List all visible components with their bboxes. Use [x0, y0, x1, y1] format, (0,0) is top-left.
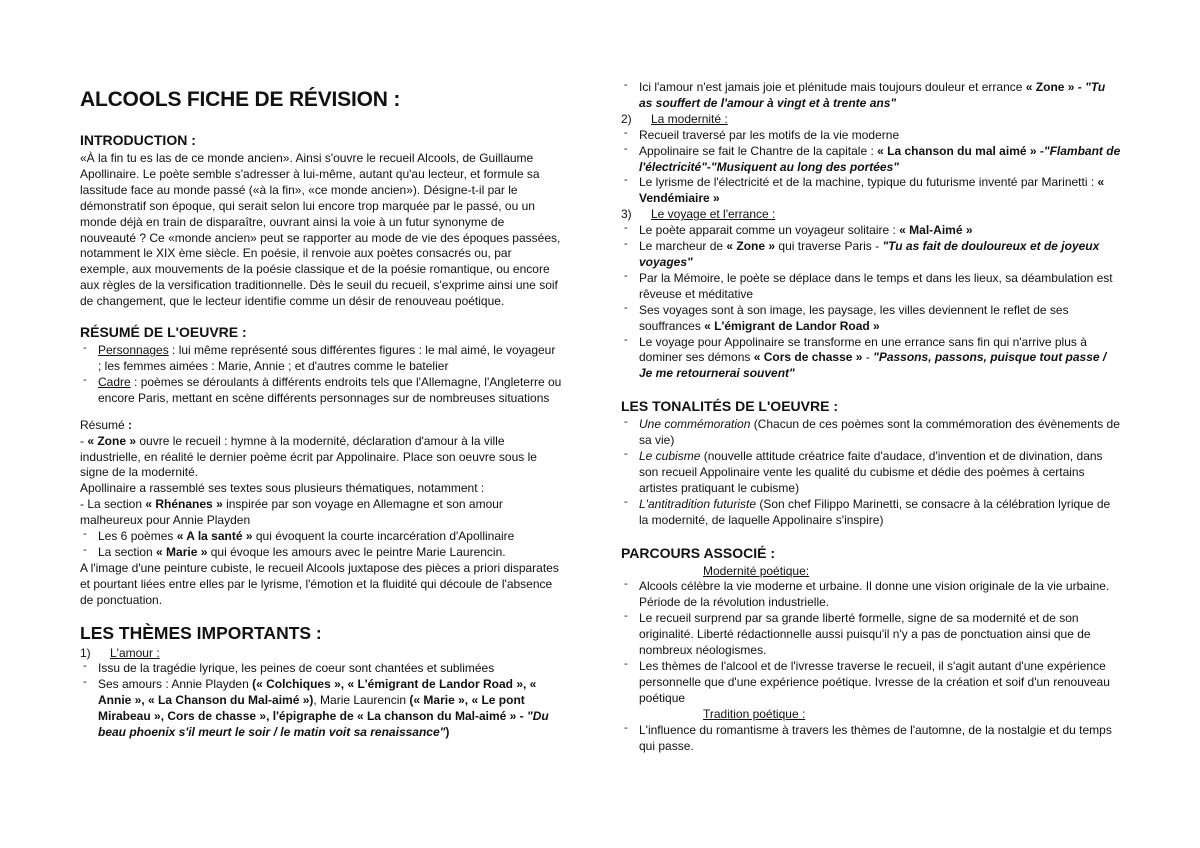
tonalite-3: - L'antitradition futuriste (Son chef Filippo Marinetti, se consacre à la célébration lyrique de la modernité, de laquelle Appolinaire s'inspire) [621, 497, 1121, 529]
intro-heading: INTRODUCTION : [80, 132, 196, 148]
resume-marie: - La section « Marie » qui évoque les amours avec le peintre Marie Laurencin. [80, 545, 562, 561]
resume-sante: - Les 6 poèmes « A la santé » qui évoquent la courte incarcération d'Apollinaire [80, 529, 562, 545]
cadre-label: Cadre [98, 374, 131, 389]
parcours-bullet-3: - Les thèmes de l'alcool et de l'ivresse traverse le recueil, il s'agit autant d'une expérience personnelle que d'une expérience poétique. Ivresse de la création et soif d'un renouveau poétique [621, 659, 1121, 707]
right-column [621, 80, 1121, 754]
tonalites-heading: LES TONALITÉS DE L'OEUVRE : [621, 398, 838, 415]
theme-3-bullet-3: - Par la Mémoire, le poète se déplace dans le temps et dans les lieux, sa déambulation est rêveuse et méditative [621, 271, 1121, 303]
theme-3: 3) Le voyage et l'errance : [621, 207, 776, 222]
theme-2-bullet-3: - Le lyrisme de l'électricité et de la machine, typique du futurisme inventé par Marinetti : « Vendémiaire » [621, 175, 1121, 207]
personnages-text: : lui même représenté sous différentes figures : le mal aimé, le voyageur ; les femmes aimées : Marie, Annie ; et d'autres comme le batelier [98, 343, 556, 373]
resume-personnages [80, 343, 562, 375]
resume-closing: A l'image d'une peinture cubiste, le recueil Alcools juxtapose des pièces a priori disparates et pourtant liées entre elles par le lyrisme, l'émotion et la fluidité qui découle de l'absence de ponctuation. [80, 560, 559, 607]
personnages-label: Personnages [98, 343, 169, 358]
theme-2: 2) La modernité : [621, 111, 728, 126]
resume-cadre [80, 375, 562, 407]
theme-1-bullet-2: - Ses amours : Annie Playden (« Colchiques », « L'émigrant de Landor Road », « Annie », « La Chanson du Mal-aimé »), Marie Laurencin (« Marie », « Le pont Mirabeau », Cors de chasse », l'épigraphe de « La chanson du Mal-aimé » - "Du beau phoenix s'il meurt le soir / le matin voit sa renaissance") [80, 677, 562, 741]
parcours-bullet-2: - Le recueil surprend par sa grande liberté formelle, signe de sa modernité et de son originalité. Liberté rédactionnelle aussi puisqu'il n'y a pas de ponctuation ainsi que de nombreux néologismes. [621, 611, 1121, 659]
resume-label: Résumé : [80, 417, 133, 432]
parcours-bullet-1: - Alcools célèbre la vie moderne et urbaine. Il donne une vision originale de la vie urbaine. Période de la révolution industrielle. [621, 579, 1121, 611]
parcours-subheading-modernite: Modernité poétique: [703, 563, 810, 578]
theme-1: 1) L'amour : [80, 645, 160, 660]
intro-text: «À la fin tu es las de ce monde ancien». Ainsi s'ouvre le recueil Alcools, de Guillaume Apollinaire. Le poète semble s'adresser à lui-même, autant qu'au lecteur, et formule sa lassitude face au monde passé («à la fin», «ce monde ancien»). Désigne-t-il par le démonstratif son époque, qui serait selon lui encore trop marquée par le passé, ou un monde déjà en train de disparaître, ouvrant ainsi la voie à un futur synonyme de nouveauté ? Ce «monde ancien» peut se rapporter au mode de vie des époques passées, notamment le XIX ème siècle. En poésie, il renvoie aux poètes consacrés ou, par exemple, aux mouvements de la poésie classique et de la poésie romantique, ou encore aux règles de la versification traditionnelle. Dès le seuil du recueil, s'exprime ainsi une soif de changement, que le lecteur identifie comme un désir de renouveau poétique. [80, 151, 561, 309]
page-title: ALCOOLS FICHE DE RÉVISION : [80, 88, 401, 111]
resume-heading: RÉSUMÉ DE L'OEUVRE : [80, 324, 247, 341]
parcours-heading: PARCOURS ASSOCIÉ : [621, 544, 776, 561]
resume-assemble: Apollinaire a rassemblé ses textes sous plusieurs thématiques, notamment : [80, 481, 485, 496]
tonalite-1: - Une commémoration (Chacun de ces poèmes sont la commémoration des évènements de sa vie) [621, 417, 1121, 449]
theme-1-bullet-1: - Issu de la tragédie lyrique, les peines de coeur sont chantées et sublimées [80, 661, 562, 677]
theme-3-bullet-5: - Le voyage pour Appolinaire se transforme en une errance sans fin qui n'arrive plus à dominer ses démons « Cors de chasse » - "Passons, passons, puisque tout passe / Je me retournerai souvent" [621, 335, 1121, 383]
theme-3-bullet-2: - Le marcheur de « Zone » qui traverse Paris - "Tu as fait de douloureux et de joyeux voyages" [621, 239, 1121, 271]
left-column [80, 80, 562, 741]
resume-rhenanes: - La section « Rhénanes » inspirée par son voyage en Allemagne et son amour malheureux pour Annie Playden [80, 497, 503, 528]
parcours-subheading-tradition: Tradition poétique : [703, 706, 806, 721]
tonalite-2: - Le cubisme (nouvelle attitude créatrice faite d'audace, d'invention et de divination, dans son recueil Appolinaire vente les qualité du cubisme et dédie des poèmes à certains artistes pratiquant le cubisme) [621, 449, 1121, 497]
parcours-bullet-4: - L'influence du romantisme à travers les thèmes de l'automne, de la nostalgie et du temps qui passe. [621, 723, 1121, 755]
theme-3-bullet-1: - Le poète apparait comme un voyageur solitaire : « Mal-Aimé » [621, 223, 1121, 239]
theme-2-bullet-2: - Appolinaire se fait le Chantre de la capitale : « La chanson du mal aimé » -"Flambant de l'électricité"-"Musiquent au long des portées" [621, 144, 1121, 176]
theme-2-bullet-1: - Recueil traversé par les motifs de la vie moderne [621, 128, 1121, 144]
theme-1-bullet-3: - Ici l'amour n'est jamais joie et plénitude mais toujours douleur et errance « Zone » - "Tu as souffert de l'amour à vingt et à trente ans" [621, 80, 1121, 112]
resume-zone: - « Zone » ouvre le recueil : hymne à la modernité, déclaration d'amour à la ville industrielle, en réalité le dernier poème écrit par Appolinaire. Place son oeuvre sous le signe de la modernité. [80, 433, 537, 480]
themes-heading: LES THÈMES IMPORTANTS : [80, 622, 322, 643]
cadre-text: : poèmes se déroulants à différents endroits tels que l'Allemagne, l'Angleterre ou encore Paris, mettant en scène différents personnages sur de nombreuses situations [98, 374, 562, 405]
theme-3-bullet-4: - Ses voyages sont à son image, les paysage, les villes deviennent le reflet de ses souffrances « L'émigrant de Landor Road » [621, 303, 1121, 335]
